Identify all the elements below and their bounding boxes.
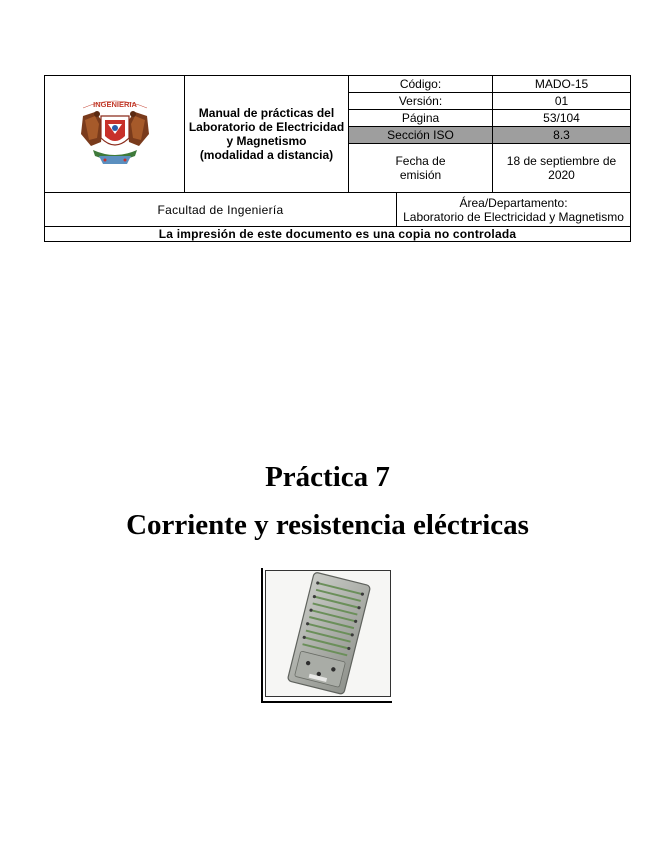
unam-engineering-logo [75,94,155,174]
fecha-label-line-2: emisión [399,168,442,182]
codigo-value: MADO-15 [493,76,631,93]
logo-text: INGENIERIA [92,100,137,109]
area-departamento [397,193,631,227]
iso-section-value: 8.3 [493,127,631,144]
fecha-value-line-1: 18 de septiembre de [506,154,617,168]
pagina-value: 53/104 [493,110,631,127]
manual-title-line-1: Manual de prácticas del [198,106,335,120]
practice-title: Práctica 7 [265,461,390,493]
fecha-emision-label [349,144,493,193]
fecha-emision-value [493,144,631,193]
fecha-label-line-1: Fecha de [395,154,446,168]
area-label: Área/Departamento: [459,195,568,210]
resistor-board-illustration [266,571,390,696]
manual-title-line-3: y Magnetismo [226,134,307,148]
version-value: 01 [493,93,631,110]
document-header-table [44,75,631,242]
manual-title-line-4: (modalidad a distancia) [199,148,334,162]
fecha-value-line-2: 2020 [548,168,575,182]
codigo-label: Código: [349,76,493,93]
uncontrolled-copy-notice: La impresión de este documento es una copia no controlada [45,227,631,242]
version-label: Versión: [349,93,493,110]
logo-cell [45,76,185,193]
manual-title [185,76,349,193]
practice-subtitle: Corriente y resistencia eléctricas [126,509,529,541]
manual-title-line-2: Laboratorio de Electricidad [188,120,345,134]
iso-section-label: Sección ISO [349,127,493,144]
area-value: Laboratorio de Electricidad y Magnetismo [403,209,624,224]
resistor-board-image [265,570,391,697]
pagina-label: Página [349,110,493,127]
facultad-name: Facultad de Ingeniería [45,193,397,227]
